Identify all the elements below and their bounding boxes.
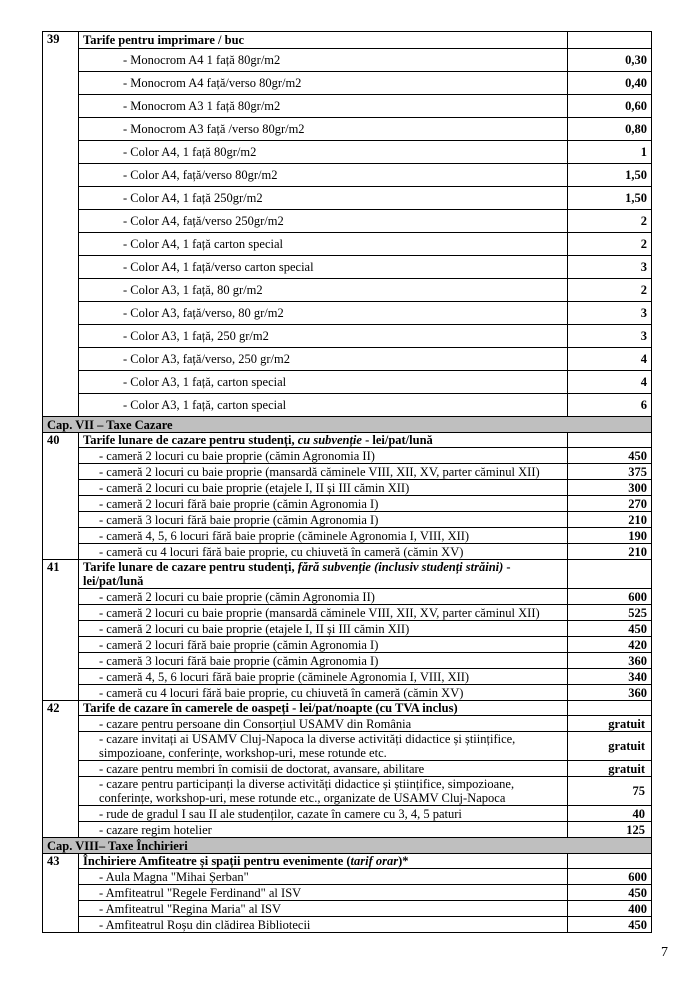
section-39-header [43, 32, 652, 49]
table-row [43, 901, 652, 917]
chapter-row [43, 417, 652, 433]
table-row [43, 394, 652, 417]
section-title-emphasis: tarif orar [350, 854, 399, 868]
table-row [43, 637, 652, 653]
item-label: - cazare pentru participanți la diverse activități didactice și științifice, simpozioane, conferințe, workshop-uri, mese rotunde etc., organizate de USAMV Cluj-Napoca [79, 777, 568, 806]
section-40-header [43, 433, 652, 448]
item-value: 450 [568, 917, 652, 933]
item-value: 190 [568, 528, 652, 544]
item-label: - Amfiteatrul "Regina Maria" al ISV [79, 901, 568, 917]
table-row [43, 528, 652, 544]
item-label: - Color A3, față/verso, 250 gr/m2 [79, 348, 568, 371]
item-label: - cazare invitați ai USAMV Cluj-Napoca la diverse activități didactice și științifice, simpozioane, conferințe, workshop-uri, mese rotunde etc. [79, 732, 568, 761]
section-title-emphasis: fără subvenție (inclusiv studenți străini) [297, 560, 504, 574]
section-number: 43 [43, 854, 79, 933]
table-row [43, 822, 652, 838]
item-label: - cameră 2 locuri cu baie proprie (mansardă căminele VIII, XII, XV, parter căminul XII) [79, 464, 568, 480]
table-row [43, 605, 652, 621]
table-row [43, 464, 652, 480]
table-row [43, 885, 652, 901]
table-row [43, 917, 652, 933]
item-label: - Color A3, 1 față, 80 gr/m2 [79, 279, 568, 302]
item-value: 450 [568, 621, 652, 637]
item-value: 1 [568, 141, 652, 164]
table-row [43, 325, 652, 348]
item-label: - Monocrom A4 1 față 80gr/m2 [79, 49, 568, 72]
table-row [43, 210, 652, 233]
item-label: - Aula Magna "Mihai Șerban" [79, 869, 568, 885]
item-label: - cameră 2 locuri fără baie proprie (cămin Agronomia I) [79, 496, 568, 512]
section-title-part: Tarife lunare de cazare pentru studenți, [83, 560, 298, 574]
item-label: - Color A3, față/verso, 80 gr/m2 [79, 302, 568, 325]
item-value: 2 [568, 210, 652, 233]
section-title-part: )* [398, 854, 409, 868]
section-title-part: - lei/pat/lună [361, 433, 433, 447]
item-value: 270 [568, 496, 652, 512]
item-value: 4 [568, 371, 652, 394]
fees-table [42, 31, 652, 933]
item-value: gratuit [568, 732, 652, 761]
item-value: 1,50 [568, 164, 652, 187]
item-value: 0,60 [568, 95, 652, 118]
item-value: 75 [568, 777, 652, 806]
item-label: - Amfiteatrul Roșu din clădirea Bibliotecii [79, 917, 568, 933]
item-value: 360 [568, 685, 652, 701]
section-title [79, 854, 568, 869]
item-value: 3 [568, 325, 652, 348]
table-row [43, 621, 652, 637]
item-label: - cameră 2 locuri cu baie proprie (etajele I, II și III cămin XII) [79, 480, 568, 496]
item-label: - cameră 4, 5, 6 locuri fără baie proprie (căminele Agronomia I, VIII, XII) [79, 528, 568, 544]
item-label: - cameră cu 4 locuri fără baie proprie, cu chiuvetă în cameră (cămin XV) [79, 544, 568, 560]
item-label: - cameră 2 locuri fără baie proprie (cămin Agronomia I) [79, 637, 568, 653]
item-label: - cazare pentru membri în comisii de doctorat, avansare, abilitare [79, 761, 568, 777]
item-value: 375 [568, 464, 652, 480]
item-label: - rude de gradul I sau II ale studenților, cazate în camere cu 3, 4, 5 paturi [79, 806, 568, 822]
item-value: 600 [568, 869, 652, 885]
table-row [43, 544, 652, 560]
table-row [43, 302, 652, 325]
section-number: 42 [43, 701, 79, 838]
item-label: - Color A4, față/verso 250gr/m2 [79, 210, 568, 233]
item-value: 340 [568, 669, 652, 685]
table-row [43, 141, 652, 164]
table-row [43, 279, 652, 302]
section-number: 41 [43, 560, 79, 701]
item-label: - Color A4, 1 față carton special [79, 233, 568, 256]
section-title-part: Închiriere Amfiteatre și spații pentru evenimente ( [83, 854, 351, 868]
table-row [43, 512, 652, 528]
item-label: - Monocrom A3 1 față 80gr/m2 [79, 95, 568, 118]
table-row [43, 118, 652, 141]
item-label: - cazare regim hotelier [79, 822, 568, 838]
item-value: 400 [568, 901, 652, 917]
value-cell [568, 560, 652, 589]
section-41-header [43, 560, 652, 589]
item-value: gratuit [568, 761, 652, 777]
fees-table-body [43, 32, 652, 933]
item-label: - Amfiteatrul "Regele Ferdinand" al ISV [79, 885, 568, 901]
item-value: 420 [568, 637, 652, 653]
value-cell [568, 433, 652, 448]
item-label: - Color A4, 1 față 80gr/m2 [79, 141, 568, 164]
item-value: 210 [568, 544, 652, 560]
section-title: Tarife pentru imprimare / buc [79, 32, 568, 49]
chapter-title: Cap. VIII– Taxe Închirieri [43, 838, 652, 854]
item-value: 210 [568, 512, 652, 528]
item-label: - Monocrom A3 față /verso 80gr/m2 [79, 118, 568, 141]
section-number: 40 [43, 433, 79, 560]
table-row [43, 448, 652, 464]
table-row [43, 732, 652, 761]
item-value: 40 [568, 806, 652, 822]
item-label: - cameră 2 locuri cu baie proprie (cămin Agronomia II) [79, 448, 568, 464]
table-row [43, 233, 652, 256]
item-label: - Color A3, 1 față, 250 gr/m2 [79, 325, 568, 348]
page-number: 7 [661, 945, 668, 960]
item-value: 6 [568, 394, 652, 417]
item-value: 0,80 [568, 118, 652, 141]
section-title-part: Tarife lunare de cazare pentru studenți, [83, 433, 298, 447]
table-row [43, 348, 652, 371]
table-row [43, 371, 652, 394]
chapter-title: Cap. VII – Taxe Cazare [43, 417, 652, 433]
table-row [43, 869, 652, 885]
table-row [43, 685, 652, 701]
item-value: 600 [568, 589, 652, 605]
item-label: - Color A3, 1 față, carton special [79, 394, 568, 417]
item-value: gratuit [568, 716, 652, 732]
section-title [79, 433, 568, 448]
item-label: - Color A3, 1 față, carton special [79, 371, 568, 394]
section-title-emphasis: cu subvenție [297, 433, 362, 447]
table-row [43, 72, 652, 95]
table-row [43, 669, 652, 685]
value-cell [568, 701, 652, 716]
item-value: 3 [568, 302, 652, 325]
item-label: - cameră 2 locuri cu baie proprie (etajele I, II și III cămin XII) [79, 621, 568, 637]
item-value: 360 [568, 653, 652, 669]
table-row [43, 716, 652, 732]
item-label: - cazare pentru persoane din Consorțiul USAMV din România [79, 716, 568, 732]
section-title-part: - lei/pat/lună [83, 560, 511, 588]
item-value: 125 [568, 822, 652, 838]
table-row [43, 164, 652, 187]
section-43-header [43, 854, 652, 869]
chapter-row [43, 838, 652, 854]
item-value: 4 [568, 348, 652, 371]
item-value: 0,30 [568, 49, 652, 72]
item-value: 3 [568, 256, 652, 279]
section-number: 39 [43, 32, 79, 417]
item-value: 450 [568, 885, 652, 901]
item-value: 525 [568, 605, 652, 621]
table-row [43, 777, 652, 806]
item-label: - cameră 3 locuri fără baie proprie (cămin Agronomia I) [79, 512, 568, 528]
value-cell [568, 854, 652, 869]
table-row [43, 496, 652, 512]
item-label: - cameră 2 locuri cu baie proprie (cămin Agronomia II) [79, 589, 568, 605]
item-label: - cameră 3 locuri fără baie proprie (cămin Agronomia I) [79, 653, 568, 669]
item-value: 1,50 [568, 187, 652, 210]
item-label: - cameră cu 4 locuri fără baie proprie, cu chiuvetă în cameră (cămin XV) [79, 685, 568, 701]
table-row [43, 49, 652, 72]
item-label: - Color A4, 1 față/verso carton special [79, 256, 568, 279]
item-label: - cameră 2 locuri cu baie proprie (mansardă căminele VIII, XII, XV, parter căminul XII) [79, 605, 568, 621]
item-label: - Monocrom A4 față/verso 80gr/m2 [79, 72, 568, 95]
item-value: 0,40 [568, 72, 652, 95]
item-value: 300 [568, 480, 652, 496]
table-row [43, 95, 652, 118]
table-row [43, 653, 652, 669]
value-cell [568, 32, 652, 49]
item-label: - Color A4, 1 față 250gr/m2 [79, 187, 568, 210]
item-label: - cameră 4, 5, 6 locuri fără baie proprie (căminele Agronomia I, VIII, XII) [79, 669, 568, 685]
item-value: 2 [568, 279, 652, 302]
item-value: 2 [568, 233, 652, 256]
table-row [43, 187, 652, 210]
table-row [43, 761, 652, 777]
item-value: 450 [568, 448, 652, 464]
section-title: Tarife de cazare în camerele de oaspeți - lei/pat/noapte (cu TVA inclus) [79, 701, 568, 716]
item-label: - Color A4, față/verso 80gr/m2 [79, 164, 568, 187]
table-row [43, 256, 652, 279]
section-42-header [43, 701, 652, 716]
section-title [79, 560, 568, 589]
table-row [43, 480, 652, 496]
table-row [43, 589, 652, 605]
table-row [43, 806, 652, 822]
